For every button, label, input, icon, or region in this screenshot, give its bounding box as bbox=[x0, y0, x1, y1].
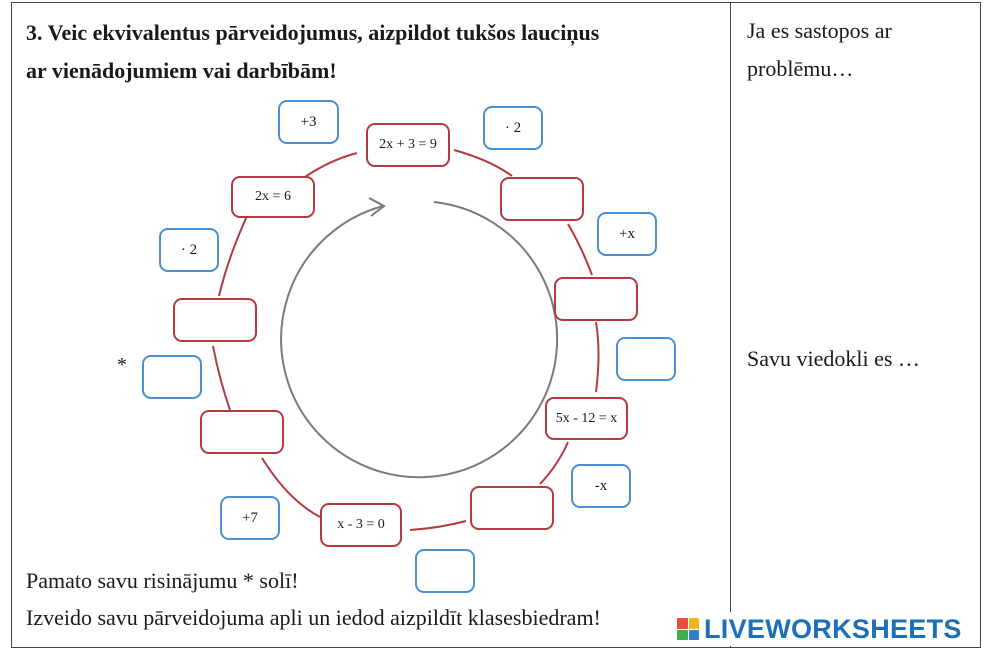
logo-square-red bbox=[677, 618, 688, 629]
arc-right1-to-right2 bbox=[568, 224, 592, 275]
inner-arrow-circle bbox=[281, 198, 557, 477]
star-mark: * bbox=[117, 354, 127, 376]
operation-box-plus3: +3 bbox=[278, 100, 339, 144]
operation-box-plus7: +7 bbox=[220, 496, 280, 540]
side-note-problem-line1: Ja es sastopos ar bbox=[747, 18, 892, 43]
liveworksheets-wordmark: LIVEWORKSHEETS bbox=[704, 613, 962, 644]
blank-equation-left3[interactable] bbox=[200, 410, 284, 454]
logo-square-green bbox=[677, 630, 688, 641]
logo-square-yellow bbox=[689, 618, 700, 629]
blank-operation-bottom[interactable] bbox=[415, 549, 475, 593]
operation-box-plusx: +x bbox=[597, 212, 657, 256]
arc-top-to-upper-left bbox=[305, 153, 357, 177]
blank-equation-right4[interactable] bbox=[470, 486, 554, 530]
arc-right4-to-bottom bbox=[410, 521, 466, 530]
equation-box-bottom: x - 3 = 0 bbox=[320, 503, 402, 547]
operation-box-minusx: -x bbox=[571, 464, 631, 508]
side-note-problem-line2: problēmu… bbox=[747, 56, 854, 81]
equation-box-upper-left: 2x = 6 bbox=[231, 176, 315, 218]
footer-justify-line: Pamato savu risinājumu * solī! bbox=[26, 568, 299, 593]
side-note-opinion: Savu viedokli es … bbox=[747, 346, 920, 371]
arc-left2-to-upper-left bbox=[219, 216, 247, 296]
arc-right3-to-right4 bbox=[540, 442, 568, 484]
equation-box-top: 2x + 3 = 9 bbox=[366, 123, 450, 167]
logo-square-blue bbox=[689, 630, 700, 641]
blank-equation-left2[interactable] bbox=[173, 298, 257, 342]
task-title-line1: 3. Veic ekvivalentus pārveidojumus, aizpildot tukšos lauciņus bbox=[26, 20, 600, 45]
liveworksheets-logo-icon bbox=[677, 618, 699, 640]
blank-operation-starred[interactable] bbox=[142, 355, 202, 399]
liveworksheets-watermark bbox=[677, 612, 968, 646]
equation-box-lower-right: 5x - 12 = x bbox=[545, 397, 628, 440]
blank-equation-right2[interactable] bbox=[554, 277, 638, 321]
blank-equation-right1[interactable] bbox=[500, 177, 584, 221]
arc-right2-to-right3 bbox=[596, 322, 599, 392]
arc-top-to-right1 bbox=[454, 150, 512, 176]
task-title-line2: ar vienādojumiem vai darbībām! bbox=[26, 58, 337, 83]
arc-left3-to-left2 bbox=[213, 346, 230, 410]
operation-box-times2-top: · 2 bbox=[483, 106, 543, 150]
footer-create-line: Izveido savu pārveidojuma apli un iedod aizpildīt klasesbiedram! bbox=[26, 605, 601, 630]
blank-operation-right3[interactable] bbox=[616, 337, 676, 381]
operation-box-times2-left: · 2 bbox=[159, 228, 219, 272]
